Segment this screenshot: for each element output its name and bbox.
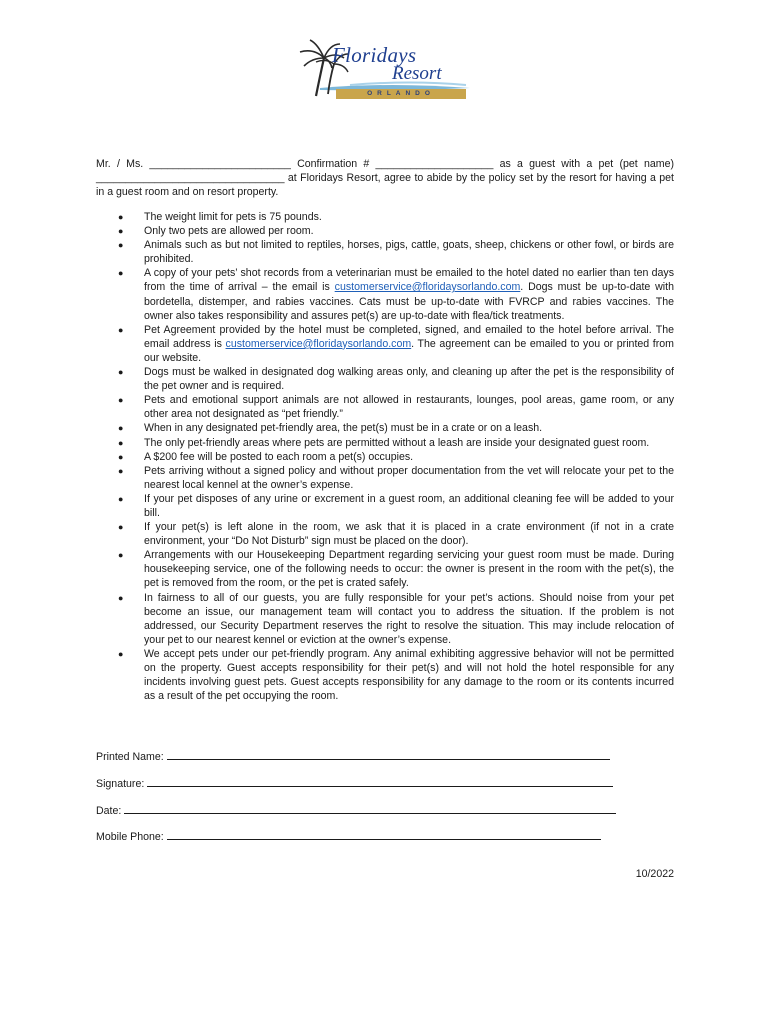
policy-item	[117, 365, 674, 393]
signature-label: Signature:	[96, 778, 145, 790]
policy-text: Arrangements with our Housekeeping Department regarding servicing your guest room must be made. During housekeeping service, one of the following needs to occur: the owner is present in the room with the pet(s), the pet is removed from the room, or the pet is crated safely.	[144, 549, 674, 590]
bullet-icon: ●	[118, 465, 124, 476]
policy-text: Animals such as but not limited to reptiles, horses, pigs, cattle, goats, sheep, chickens or other fowl, or birds are prohibited.	[144, 239, 674, 266]
policy-item	[117, 647, 674, 703]
signature-field[interactable]	[96, 776, 676, 791]
revision-date: 10/2022	[635, 868, 674, 880]
bullet-icon: ●	[118, 367, 124, 378]
resort-logo	[290, 38, 480, 104]
bullet-icon: ●	[118, 493, 124, 504]
policy-text: A $200 fee will be posted to each room a pet(s) occupies.	[144, 450, 414, 463]
mobile-phone-label: Mobile Phone:	[96, 831, 164, 843]
email-link[interactable]: customerservice@floridaysorlando.com	[225, 337, 412, 350]
bullet-icon: ●	[118, 212, 124, 222]
policy-text: We accept pets under our pet-friendly program. Any animal exhibiting aggressive behavior will not be permitted on the property. Guest accepts responsibility for their pet(s) and will not hold the hotel responsible for any incidents involving guest pets. Guest accepts responsibility for any damage to the room or its contents incurred as a result of the pet occupying the room.	[144, 647, 674, 703]
policy-item	[117, 450, 674, 464]
mobile-phone-field[interactable]	[96, 829, 676, 844]
policy-list	[117, 210, 674, 703]
bullet-icon: ●	[118, 395, 124, 406]
policy-text: If your pet(s) is left alone in the room, we ask that it is placed in a crate environment (if not in a crate environment, your “Do Not Disturb” sign must be placed on the door).	[144, 521, 674, 548]
bullet-icon: ●	[118, 437, 124, 448]
policy-item	[117, 323, 674, 365]
policy-item	[117, 266, 674, 322]
policy-item	[117, 210, 674, 224]
policy-text: Pets and emotional support animals are not allowed in restaurants, lounges, pool areas, game room, or any other area not designated as “pet friendly.”	[144, 394, 674, 421]
printed-name-field[interactable]	[96, 749, 676, 764]
policy-item	[117, 591, 674, 647]
policy-item	[117, 393, 674, 421]
policy-item	[117, 238, 674, 266]
policy-text: . Dogs must be up-to-date with bordetella, distemper, and rabies vaccines. Cats must be up-to-date with FVRCP and rabies vaccines. The owner also takes responsibility and assures pet(s) are up-to-date with flea/tick treatments.	[144, 281, 674, 322]
bullet-icon: ●	[118, 592, 124, 603]
logo-city: ORLANDO	[336, 89, 466, 99]
agreement-intro: Mr. / Ms. ________________________ Confirmation # ____________________ as a guest with a pet (pet name) ________________________________ at Floridays Resort, agree to abide by the policy set by the resort for having a pet in a guest room and on resort property.	[96, 158, 674, 199]
bullet-icon: ●	[118, 226, 124, 237]
signature-line[interactable]	[147, 776, 613, 787]
policy-text: The only pet-friendly areas where pets are permitted without a leash are inside your designated guest room.	[144, 436, 650, 449]
bullet-icon: ●	[118, 550, 124, 561]
bullet-icon: ●	[118, 324, 124, 335]
policy-text: Only two pets are allowed per room.	[144, 225, 314, 238]
email-link[interactable]: customerservice@floridaysorlando.com	[334, 281, 521, 294]
bullet-icon: ●	[118, 268, 124, 279]
logo-name-line1: Floridays	[332, 43, 417, 67]
date-label: Date:	[96, 805, 122, 817]
policy-text: The weight limit for pets is 75 pounds.	[144, 211, 322, 223]
policy-text: Dogs must be walked in designated dog walking areas only, and cleaning up after the pet is the responsibility of the pet owner and is required.	[144, 366, 674, 393]
policy-item	[117, 520, 674, 548]
printed-name-line[interactable]	[167, 749, 610, 760]
policy-item	[117, 436, 674, 450]
logo-name-line2: Resort	[392, 63, 442, 84]
policy-item	[117, 464, 674, 492]
policy-item	[117, 492, 674, 520]
printed-name-label: Printed Name:	[96, 751, 164, 763]
policy-text: Pets arriving without a signed policy and without proper documentation from the vet will relocate your pet to the nearest local kennel at the owner’s expense.	[144, 464, 674, 491]
policy-text: When in any designated pet-friendly area, the pet(s) must be in a crate or on a leash.	[144, 422, 543, 435]
policy-text: A copy of your pets’ shot records from a veterinarian must be emailed to the hotel dated no earlier than ten days from the time of arrival – the email is	[144, 267, 674, 294]
bullet-icon: ●	[118, 240, 124, 251]
policy-text: Pet Agreement provided by the hotel must be completed, signed, and emailed to the hotel before arrival. The email address is	[144, 323, 674, 350]
bullet-icon: ●	[118, 648, 124, 659]
date-line[interactable]	[124, 803, 616, 814]
bullet-icon: ●	[118, 423, 124, 434]
policy-item	[117, 548, 674, 590]
policy-item	[117, 224, 674, 238]
policy-text: . The agreement can be emailed to you or printed from our website.	[144, 337, 674, 364]
policy-text: If your pet disposes of any urine or excrement in a guest room, an additional cleaning fee will be added to your bill.	[144, 492, 674, 519]
bullet-icon: ●	[118, 451, 124, 462]
policy-text: In fairness to all of our guests, you are fully responsible for your pet’s actions. Should noise from your pet become an issue, our management team will contact you to address the situation. If the problem is not addressed, our Security Department reserves the right to resolve the situation. This may include relocation of your pet to our nearest kennel or eviction at the owner’s expense.	[144, 591, 674, 646]
mobile-phone-line[interactable]	[167, 829, 601, 840]
policy-item	[117, 421, 674, 435]
date-field[interactable]	[96, 803, 676, 818]
bullet-icon: ●	[118, 522, 124, 533]
